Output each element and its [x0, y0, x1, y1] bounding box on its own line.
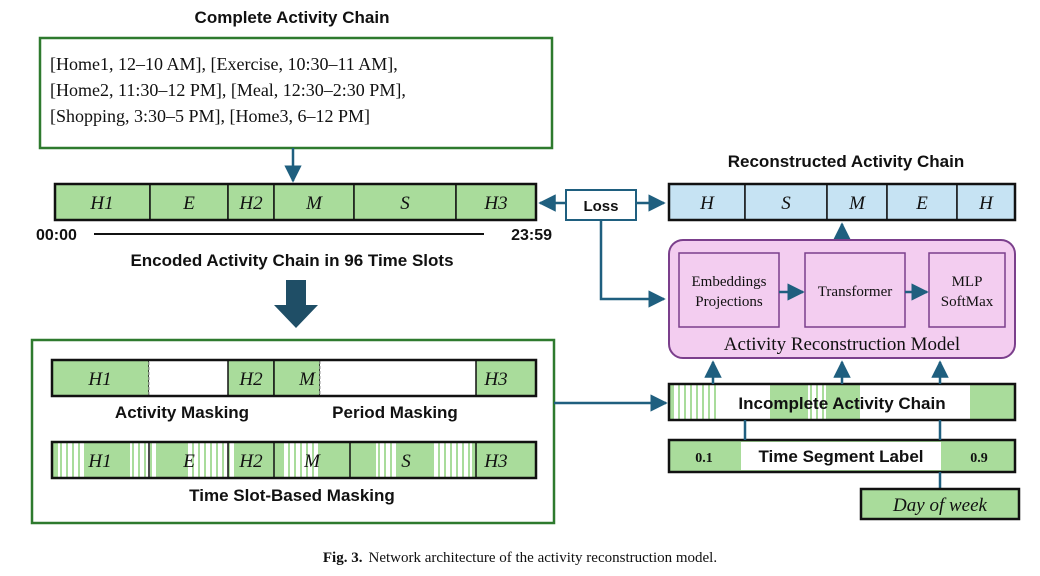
- reconstructed-label-h-2: H: [979, 193, 993, 214]
- complete-chain-line-2: [Home2, 11:30–12 PM], [Meal, 12:30–2:30 PM],: [50, 80, 406, 100]
- slot-mask-label-m: M: [304, 451, 320, 472]
- activity-masking-label: Activity Masking: [114, 403, 250, 422]
- encoded-label-h2: H2: [239, 193, 263, 214]
- softmax-label: SoftMax: [940, 294, 994, 310]
- time-start-label: 00:00: [36, 227, 77, 244]
- reconstructed-title: Reconstructed Activity Chain: [727, 152, 965, 171]
- reconstructed-label-e: E: [916, 193, 928, 214]
- encoded-chain-bar: [55, 184, 536, 220]
- encoded-label-h1: H1: [90, 193, 114, 214]
- figure-caption: [323, 550, 717, 566]
- arrow-loss-to-model: [601, 220, 664, 299]
- time-slot-masking-label: Time Slot-Based Masking: [189, 486, 395, 505]
- slot-mask-label-h1: H1: [88, 451, 112, 472]
- caption-prefix: Fig. 3.: [322, 550, 363, 566]
- slot-mask-label-h3: H3: [484, 451, 508, 472]
- time-segment-end-value: 0.9: [970, 451, 988, 466]
- encoded-label-s: S: [400, 193, 410, 214]
- time-segment-bar: [669, 440, 1015, 472]
- caption-text: Network architecture of the activity reconstruction model.: [368, 550, 718, 566]
- transformer-label: Transformer: [817, 284, 893, 300]
- mlp-softmax-block: [929, 253, 1005, 327]
- incomplete-chain-bar: [669, 384, 1015, 420]
- mlp-label: MLP: [951, 274, 983, 290]
- activity-mask-label-m: M: [299, 369, 315, 390]
- loss-label: Loss: [583, 198, 619, 215]
- reconstructed-label-h-1: H: [700, 193, 714, 214]
- slot-mask-label-h2: H2: [239, 451, 263, 472]
- reconstructed-chain-bar: [669, 184, 1015, 220]
- time-end-label: 23:59: [511, 227, 552, 244]
- activity-mask-label-h2: H2: [239, 369, 263, 390]
- incomplete-chain-label: Incomplete Activity Chain: [738, 394, 946, 413]
- activity-mask-label-h3: H3: [484, 369, 508, 390]
- encoded-label-m: M: [306, 193, 322, 214]
- complete-chain-line-3: [Shopping, 3:30–5 PM], [Home3, 6–12 PM]: [50, 106, 371, 126]
- time-slot-masking-row: [52, 442, 536, 478]
- activity-period-masking-row: [52, 360, 536, 396]
- embeddings-label-2: Projections: [695, 294, 763, 310]
- reconstructed-label-s: S: [781, 193, 791, 214]
- day-of-week-label: Day of week: [893, 495, 987, 516]
- reconstructed-label-m: M: [849, 193, 865, 214]
- slot-mask-label-s: S: [401, 451, 411, 472]
- complete-chain-title: Complete Activity Chain: [194, 8, 390, 27]
- embeddings-label-1: Embeddings: [691, 274, 767, 290]
- model-title: Activity Reconstruction Model: [723, 334, 961, 355]
- down-arrow-icon: [274, 280, 318, 328]
- encoded-label-h3: H3: [484, 193, 508, 214]
- complete-chain-line-1: [Home1, 12–10 AM], [Exercise, 10:30–11 AM],: [50, 54, 398, 74]
- time-segment-label: Time Segment Label: [758, 447, 924, 466]
- time-segment-start-value: 0.1: [695, 451, 713, 466]
- activity-mask-label-h1: H1: [88, 369, 112, 390]
- encoded-chain-caption: Encoded Activity Chain in 96 Time Slots: [130, 251, 454, 270]
- period-masking-label: Period Masking: [332, 403, 458, 422]
- encoded-label-e: E: [183, 193, 195, 214]
- slot-mask-label-e: E: [183, 451, 195, 472]
- embeddings-block: [679, 253, 779, 327]
